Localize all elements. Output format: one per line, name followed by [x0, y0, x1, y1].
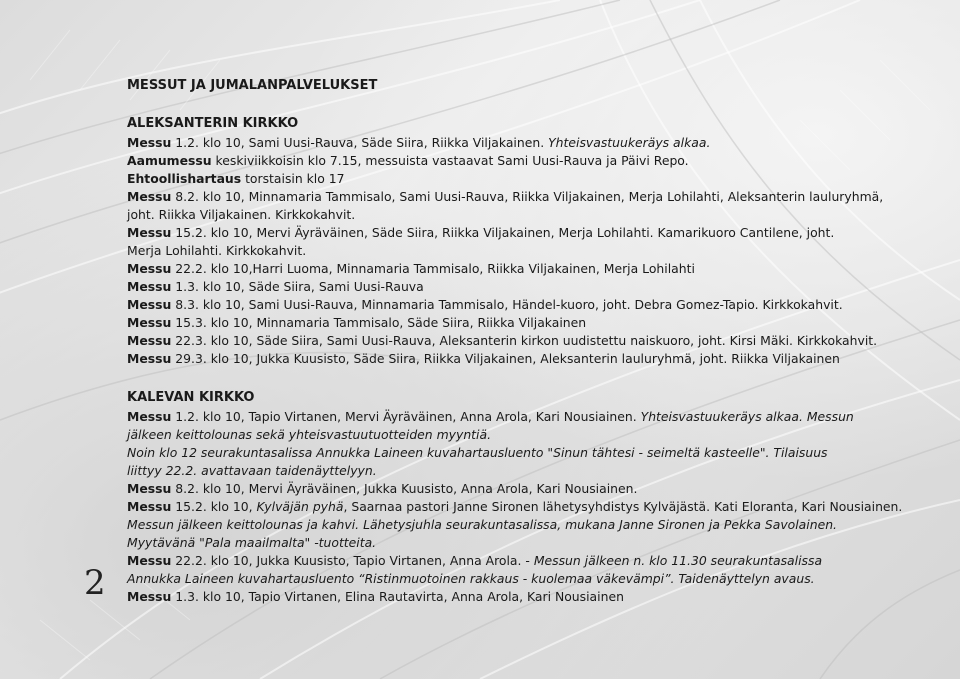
- listing-line: [127, 534, 927, 552]
- emphasis-text: Messun jälkeen n. klo 11.30 seurakuntasalissa: [533, 553, 823, 568]
- emphasis-text: Yhteisvastuukeräys alkaa.: [548, 135, 711, 150]
- listing-line: [127, 224, 927, 242]
- section-kalevan-kirkko: [127, 388, 927, 606]
- line-text: 1.2. klo 10, Sami Uusi-Rauva, Säde Siira, Riikka Viljakainen.: [171, 135, 549, 150]
- section-heading: KALEVAN KIRKKO: [127, 390, 255, 405]
- service-type: Messu: [127, 333, 172, 348]
- listing-line: [127, 170, 927, 188]
- listing-line: [127, 314, 927, 332]
- emphasis-text: jälkeen keittolounas sekä yhteisvastuutuotteiden myyntiä.: [127, 427, 492, 442]
- line-text: , Saarnaa pastori Janne Sironen lähetysyhdistys Kylväjästä. Kati Eloranta, Kari Nousiainen.: [343, 499, 903, 514]
- service-type: Messu: [127, 297, 172, 312]
- service-type: Messu: [127, 279, 172, 294]
- listing-line: [127, 278, 927, 296]
- line-text: keskiviikkoisin klo 7.15, messuista vastaavat Sami Uusi-Rauva ja Päivi Repo.: [211, 153, 689, 168]
- line-text: 1.3. klo 10, Tapio Virtanen, Elina Rautavirta, Anna Arola, Kari Nousiainen: [171, 589, 624, 604]
- service-type: Aamumessu: [127, 153, 212, 168]
- service-type: Ehtoollishartaus: [127, 171, 242, 186]
- page-title: MESSUT JA JUMALANPALVELUKSET: [127, 78, 378, 93]
- listing-line: [127, 296, 927, 314]
- service-type: Messu: [127, 553, 172, 568]
- service-type: Messu: [127, 225, 172, 240]
- listing-line: [127, 152, 927, 170]
- section-lines: [127, 408, 927, 606]
- service-type: Messu: [127, 499, 172, 514]
- listing-line: [127, 588, 927, 606]
- service-type: Messu: [127, 189, 172, 204]
- listing-line: [127, 444, 927, 462]
- listing-line: [127, 134, 927, 152]
- listing-line: [127, 570, 927, 588]
- line-text: joht. Riikka Viljakainen. Kirkkokahvit.: [127, 207, 356, 222]
- line-text: 8.2. klo 10, Minnamaria Tammisalo, Sami Uusi-Rauva, Riikka Viljakainen, Merja Lohilahti, Aleksanterin lauluryhmä,: [171, 189, 884, 204]
- line-text: torstaisin klo 17: [241, 171, 345, 186]
- services-listing: [127, 76, 927, 606]
- emphasis-text: Yhteisvastuukeräys alkaa. Messun: [640, 409, 854, 424]
- line-text: 1.3. klo 10, Säde Siira, Sami Uusi-Rauva: [171, 279, 424, 294]
- listing-line: [127, 408, 927, 426]
- emphasis-text: liittyy 22.2. avattavaan taidenäyttelyyn.: [127, 463, 377, 478]
- service-type: Messu: [127, 261, 172, 276]
- service-type: Messu: [127, 409, 172, 424]
- listing-line: [127, 242, 927, 260]
- line-text: 15.2. klo 10,: [171, 499, 257, 514]
- listing-line: [127, 350, 927, 368]
- listing-line: [127, 498, 927, 516]
- line-text: 8.2. klo 10, Mervi Äyräväinen, Jukka Kuusisto, Anna Arola, Kari Nousiainen.: [171, 481, 638, 496]
- service-type: Messu: [127, 481, 172, 496]
- listing-line: [127, 516, 927, 534]
- section-heading: ALEKSANTERIN KIRKKO: [127, 116, 299, 131]
- line-text: 8.3. klo 10, Sami Uusi-Rauva, Minnamaria Tammisalo, Händel-kuoro, joht. Debra Gomez-Tapio. Kirkkokahvit.: [171, 297, 843, 312]
- line-text: 15.3. klo 10, Minnamaria Tammisalo, Säde Siira, Riikka Viljakainen: [171, 315, 587, 330]
- line-text: Merja Lohilahti. Kirkkokahvit.: [127, 243, 307, 258]
- emphasis-text: Messun jälkeen keittolounas ja kahvi. Lähetysjuhla seurakuntasalissa, mukana Janne Sironen ja Pekka Savolainen.: [127, 517, 837, 532]
- emphasis-text: Kylväjän pyhä: [256, 499, 344, 514]
- listing-line: [127, 462, 927, 480]
- page-number: 2: [84, 563, 106, 603]
- line-text: 22.2. klo 10, Jukka Kuusisto, Tapio Virtanen, Anna Arola. -: [171, 553, 534, 568]
- listing-line: [127, 480, 927, 498]
- emphasis-text: Annukka Laineen kuvahartausluento “Ristinmuotoinen rakkaus - kuolemaa väkevämpi”. Taidenäyttelyn avaus.: [127, 571, 815, 586]
- emphasis-text: Noin klo 12 seurakuntasalissa Annukka Laineen kuvahartausluento "Sinun tähtesi - seimeltä kasteelle". Tilaisuus: [127, 445, 828, 460]
- section-aleksanterin-kirkko: [127, 114, 927, 368]
- service-type: Messu: [127, 589, 172, 604]
- line-text: 1.2. klo 10, Tapio Virtanen, Mervi Äyräväinen, Anna Arola, Kari Nousiainen.: [171, 409, 641, 424]
- line-text: 22.3. klo 10, Säde Siira, Sami Uusi-Rauva, Aleksanterin kirkon uudistettu naiskuoro, joht. Kirsi Mäki. Kirkkokahvit.: [171, 333, 878, 348]
- listing-line: [127, 552, 927, 570]
- service-type: Messu: [127, 135, 172, 150]
- service-type: Messu: [127, 315, 172, 330]
- section-lines: [127, 134, 927, 368]
- line-text: 22.2. klo 10,Harri Luoma, Minnamaria Tammisalo, Riikka Viljakainen, Merja Lohilahti: [171, 261, 695, 276]
- emphasis-text: Myytävänä "Pala maailmalta" -tuotteita.: [127, 535, 377, 550]
- listing-line: [127, 206, 927, 224]
- listing-line: [127, 332, 927, 350]
- line-text: 29.3. klo 10, Jukka Kuusisto, Säde Siira, Riikka Viljakainen, Aleksanterin lauluryhmä, joht. Riikka Viljakainen: [171, 351, 840, 366]
- listing-line: [127, 188, 927, 206]
- service-type: Messu: [127, 351, 172, 366]
- line-text: 15.2. klo 10, Mervi Äyräväinen, Säde Siira, Riikka Viljakainen, Merja Lohilahti. Kamarikuoro Cantilene, joht.: [171, 225, 835, 240]
- listing-line: [127, 426, 927, 444]
- listing-line: [127, 260, 927, 278]
